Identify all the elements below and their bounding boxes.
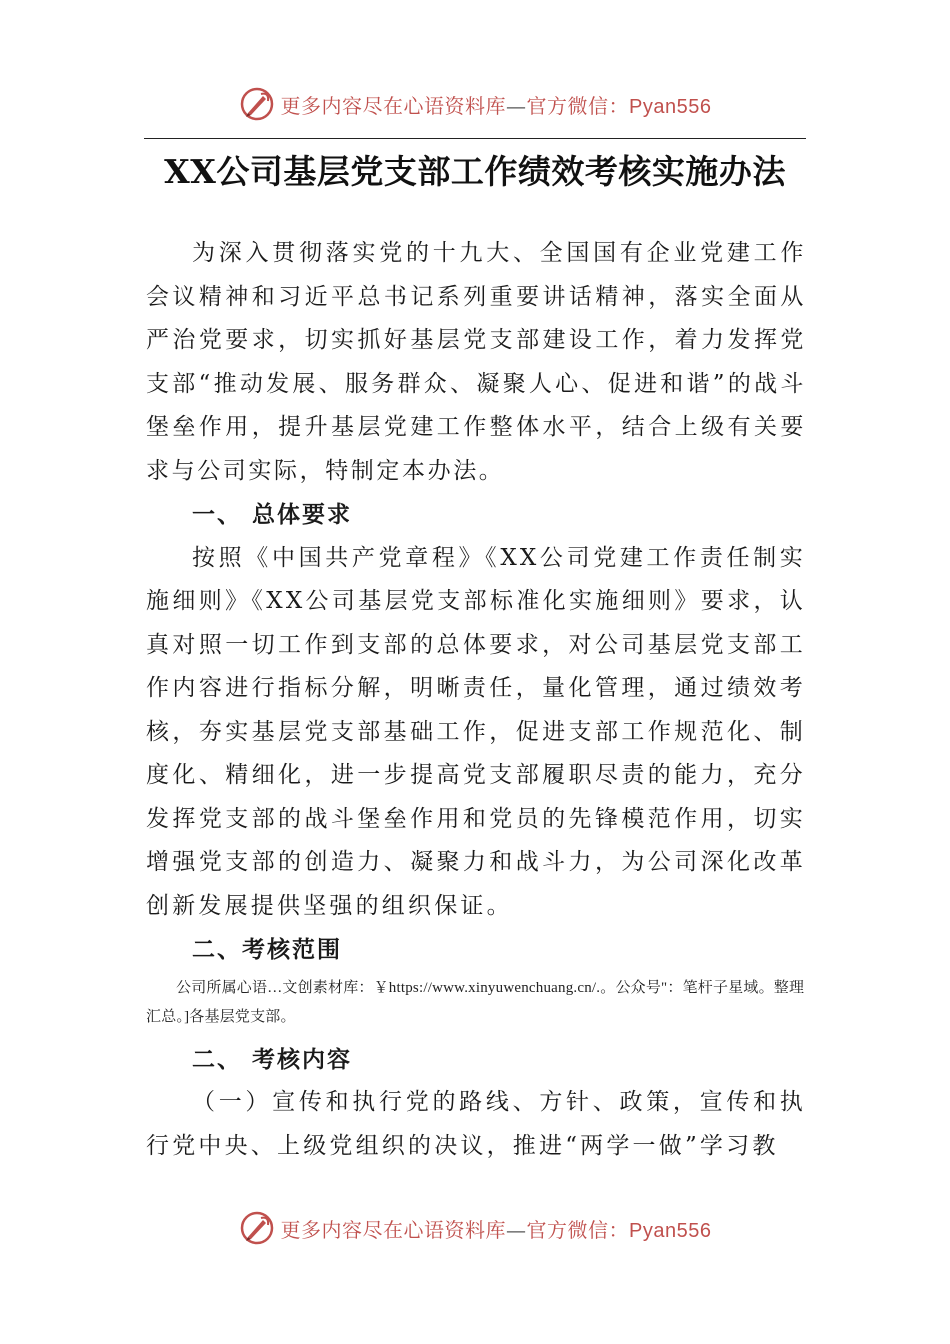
section-body-overall: 按照《中国共产党章程》《XX公司党建工作责任制实施细则》《XX公司基层党支部标准化实施细则》要求，认真对照一切工作到支部的总体要求，对公司基层党支部工作内容进行指标分解，明晰责任，量化管理，通过绩效考核，夯实基层党支部基础工作，促进支部工作规范化、制度化、精细化，进一步提高党支部履职尽责的能力，充分发挥党支部的战斗堡垒作用和党员的先锋模范作用，切实增强党支部的创造力、凝聚力和战斗力，为公司深化改革创新发展提供坚强的组织保证。 <box>146 544 806 919</box>
pen-logo-icon <box>239 1210 275 1246</box>
banner-text <box>281 90 712 119</box>
section-body-content: （一）宣传和执行党的路线、方针、政策，宣传和执行党中央、上级党组织的决议，推进“两学一做”学习教 <box>146 1089 806 1159</box>
section-heading-content: 二、 考核内容 <box>192 1045 353 1073</box>
section-heading-overall: 一、 总体要求 <box>192 501 353 528</box>
banner-wechat-handle: Pyan556 <box>629 1219 712 1242</box>
banner-library-text: 更多内容尽在心语资料库 <box>280 1217 507 1242</box>
banner-wechat-label: 官方微信： <box>526 93 630 118</box>
banner-text <box>281 1214 712 1243</box>
banner-separator: — <box>506 93 527 118</box>
section-body-scope: 公司所属心语…文创素材库：￥https://www.xinyuwenchuang.cn/.。公众号"：笔杆子星域。整理汇总。]各基层党支部。 <box>146 979 805 1025</box>
title-rule <box>144 138 806 139</box>
header-banner <box>0 84 950 124</box>
footer-banner <box>0 1208 950 1248</box>
document-body <box>146 232 806 1168</box>
banner-separator: — <box>506 1217 527 1242</box>
pen-logo-icon <box>239 86 275 122</box>
banner-library-text: 更多内容尽在心语资料库 <box>280 93 507 118</box>
banner-wechat-handle: Pyan556 <box>629 95 712 118</box>
banner-wechat-label: 官方微信： <box>526 1217 630 1242</box>
page-title: XX公司基层党支部工作绩效考核实施办法 <box>164 152 786 191</box>
intro-paragraph: 为深入贯彻落实党的十九大、全国国有企业党建工作会议精神和习近平总书记系列重要讲话精神，落实全面从严治党要求，切实抓好基层党支部建设工作，着力发挥党支部“推动发展、服务群众、凝聚人心、促进和谐”的战斗堡垒作用，提升基层党建工作整体水平，结合上级有关要求与公司实际，特制定本办法。 <box>146 240 806 484</box>
section-heading-scope: 二、考核范围 <box>192 936 342 963</box>
